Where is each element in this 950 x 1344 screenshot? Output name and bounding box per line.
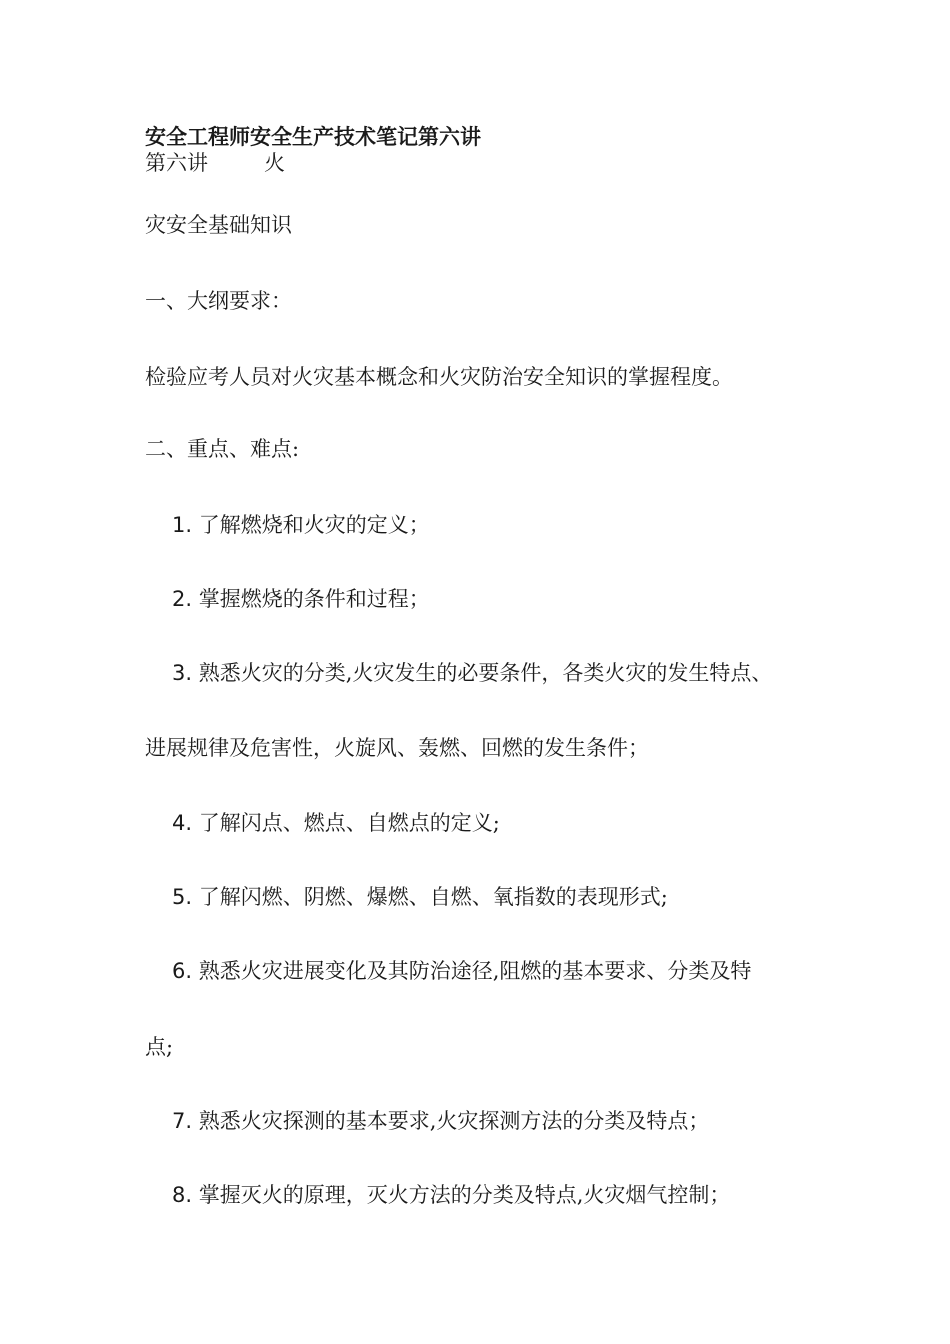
lecture-word: 火 — [264, 151, 285, 175]
item-text: 了解燃烧和火灾的定义； — [198, 513, 430, 537]
section1-heading: 一、大纲要求： — [145, 289, 292, 313]
list-item — [172, 511, 430, 539]
item-number: 1. — [172, 513, 193, 537]
list-item — [172, 659, 772, 687]
item-number: 4. — [172, 811, 193, 835]
subtitle: 灾安全基础知识 — [145, 213, 292, 237]
item-text: 掌握灭火的原理，灭火方法的分类及特点,火灾烟气控制； — [198, 1183, 731, 1207]
item-number: 3. — [172, 661, 193, 685]
lecture-label: 第六讲 — [145, 151, 208, 175]
section1-text: 检验应考人员对火灾基本概念和火灾防治安全知识的掌握程度。 — [145, 365, 733, 389]
list-item — [172, 585, 430, 613]
item-number: 2. — [172, 587, 193, 611]
item-number: 6. — [172, 959, 193, 983]
item-text: 熟悉火灾进展变化及其防治途径,阻燃的基本要求、分类及特 — [198, 959, 752, 983]
item-number: 8. — [172, 1183, 193, 1207]
document-title: 安全工程师安全生产技术笔记第六讲 — [145, 124, 481, 149]
section2-heading: 二、重点、难点: — [145, 437, 300, 461]
list-item — [172, 809, 500, 837]
list-item — [172, 1181, 730, 1209]
item-continuation: 进展规律及危害性，火旋风、轰燃、回燃的发生条件； — [145, 736, 649, 760]
item-text: 掌握燃烧的条件和过程； — [198, 587, 430, 611]
lecture-line — [145, 149, 285, 177]
list-item — [172, 1107, 709, 1135]
item-text: 了解闪点、燃点、自燃点的定义; — [198, 811, 500, 835]
item-number: 5. — [172, 885, 193, 909]
item-text: 熟悉火灾的分类,火灾发生的必要条件，各类火灾的发生特点、 — [198, 661, 773, 685]
list-item — [172, 883, 668, 911]
item-continuation: 点; — [145, 1035, 174, 1059]
item-text: 了解闪燃、阴燃、爆燃、自燃、氧指数的表现形式; — [198, 885, 668, 909]
item-text: 熟悉火灾探测的基本要求,火灾探测方法的分类及特点； — [198, 1109, 710, 1133]
list-item — [172, 957, 751, 985]
item-number: 7. — [172, 1109, 193, 1133]
